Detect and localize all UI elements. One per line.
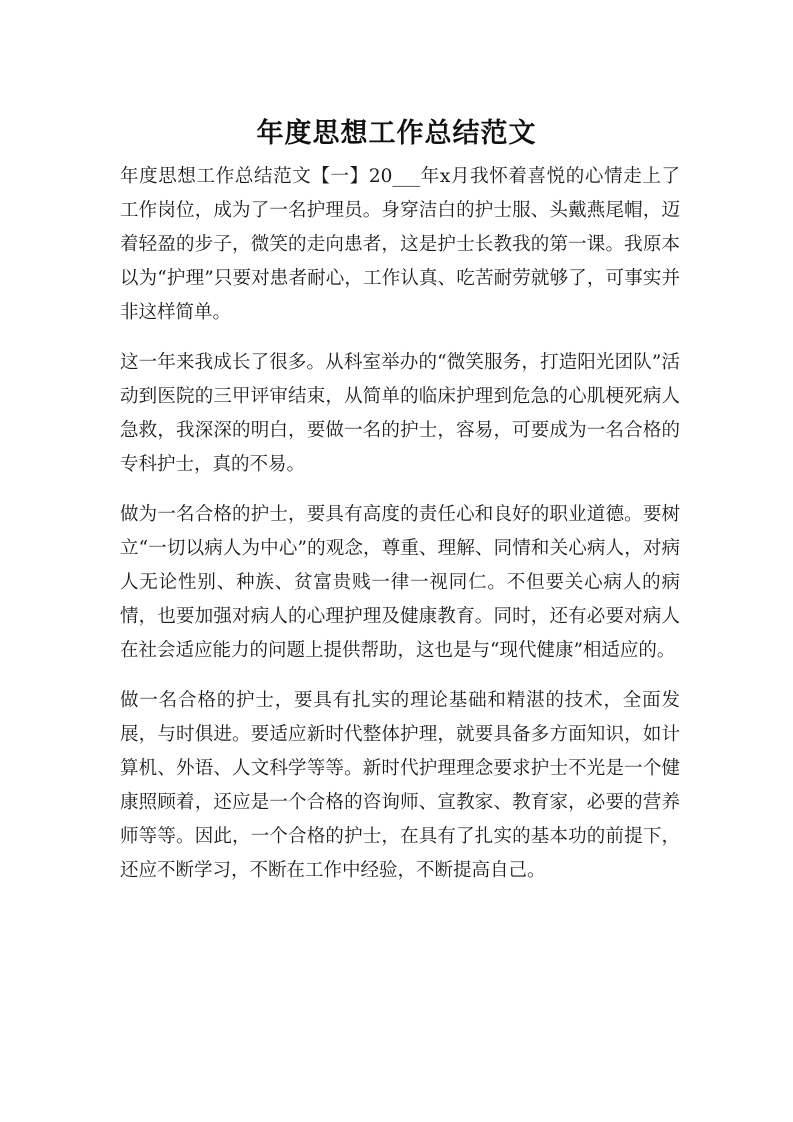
paragraph-2: 这一年来我成长了很多。从科室举办的“微笑服务，打造阳光团队”活动到医院的三甲评审结束，从简单的临床护理到危急的心肌梗死病人急救，我深深的明白，要做一名的护士，容易，可要成为一名合格的专科护士，真的不易。: [120, 352, 680, 475]
paragraph-3: 做为一名合格的护士，要具有高度的责任心和良好的职业道德。要树立“一切以病人为中心”的观念，尊重、理解、同情和关心病人，对病人无论性别、种族、贫富贵贱一律一视同仁。不但要关心病人的病情，也要加强对病人的心理护理及健康教育。同时，还有必要对病人在社会适应能力的问题上提供帮助，这也是与“现代健康”相适应的。: [120, 504, 680, 661]
document-body: [120, 160, 680, 904]
paragraph-1: 年度思想工作总结范文【一】20___年x月我怀着喜悦的心情走上了工作岗位，成为了一名护理员。身穿洁白的护士服、头戴燕尾帽，迈着轻盈的步子，微笑的走向患者，这是护士长教我的第一课。我原本以为“护理”只要对患者耐心，工作认真、吃苦耐劳就够了，可事实并非这样简单。: [120, 166, 680, 323]
document-title: 年度思想工作总结范文: [256, 118, 537, 150]
paragraph-4: 做一名合格的护士，要具有扎实的理论基础和精湛的技术，全面发展，与时俱进。要适应新时代整体护理，就要具备多方面知识，如计算机、外语、人文科学等等。新时代护理理念要求护士不光是一个健康照顾着，还应是一个合格的咨询师、宣教家、教育家，必要的营养师等等。因此，一个合格的护士，在具有了扎实的基本功的前提下，还应不断学习，不断在工作中经验，不断提高自己。: [120, 690, 680, 881]
